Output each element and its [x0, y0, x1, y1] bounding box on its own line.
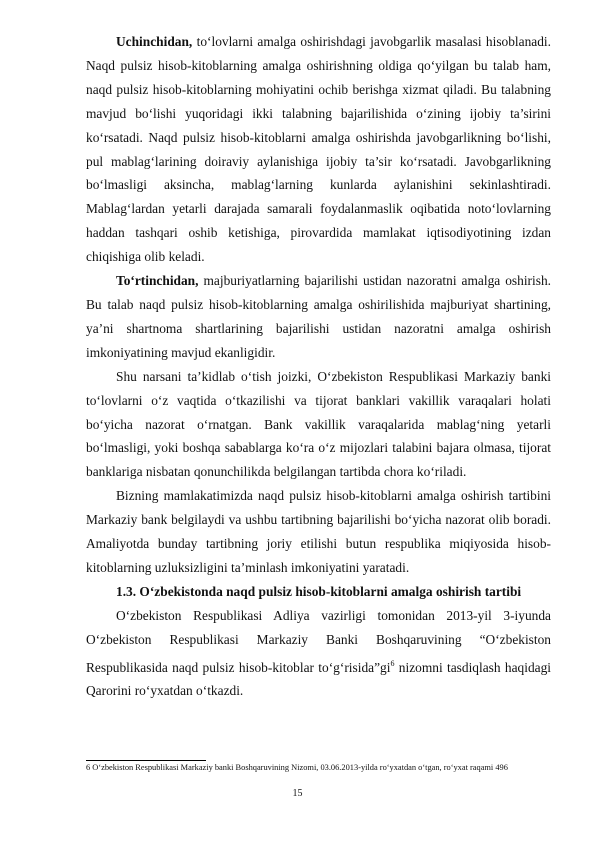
paragraph-tortinchidan — [86, 269, 551, 365]
paragraph-lead: To‘rtinchidan, — [116, 273, 199, 289]
paragraph-text: O‘zbekiston Respublikasi Adliya vazirligi tomonidan 2013-yil 3-iyunda O‘zbekiston Respublikasi Markaziy Banki Boshqaruvining “O‘zbekiston Respublikasida naqd pulsiz hisob-kitoblar to‘g‘risida”gi — [86, 607, 551, 675]
paragraph-tartib: Bizning mamlakatimizda naqd pulsiz hisob-kitoblarni amalga oshirish tartibini Markaziy bank belgilaydi va ushbu tartibning bajarilishi bo‘yicha nazorat olib boradi. Amaliyotda bunday tartibning joriy etilishi butun respublika miqiyosida hisob-kitoblarning uzluksizligini ta’minlash imkoniyatini yaratadi. — [86, 488, 551, 575]
paragraph-text: nizomni tasdiqlash haqidagi Qarorini ro‘yxatdan o‘tkazdi. — [86, 659, 552, 699]
footnote-marker[interactable]: 6 — [390, 658, 395, 668]
paragraph-lead: Uchinchidan, — [116, 34, 193, 49]
footnote: 6 O‘zbekiston Respublikasi Markaziy banki Boshqaruvining Nizomi, 03.06.2013-yilda ro‘yxatdan o‘tgan, ro‘yxat raqami 496 — [86, 763, 508, 772]
footnote-divider — [86, 760, 206, 761]
paragraph-markaziy-bank: Shu narsani ta’kidlab o‘tish joizki, O‘zbekiston Respublikasi Markaziy banki to‘lovlarni o‘z vaqtida o‘tkazilishi va tijorat banklari vakillik varaqalari holati bo‘yicha nazorat o‘rnatgan. Bank vakillik varaqalarida mablag‘ning yetarli bo‘lmasligi, yoki boshqa sabablarga ko‘ra o‘z mijozlari talabini bajara olmasa, tijorat banklariga nisbatan qonunchilikda belgilangan tartibda chora ko‘riladi. — [86, 368, 551, 480]
paragraph-uchinchidan — [86, 30, 551, 269]
paragraph-text: majburiyatlarning bajarilishi ustidan nazoratni amalga oshirish. Bu talab naqd pulsiz hisob-kitoblarning amalga oshirilishida majburiyat shartining, ya’ni shartnoma shartlarining bajarilishi ustidan nazoratni amalga oshirish imkoniyatining mavjud ekanligidir. — [86, 273, 551, 360]
section-heading: 1.3. O‘zbekistonda naqd pulsiz hisob-kitoblarni amalga oshirish tartibi — [116, 583, 522, 599]
paragraph-text: to‘lovlarni amalga oshirishdagi javobgarlik masalasi hisoblanadi. Naqd pulsiz hisob-kitoblarning amalga oshirishning oldiga qo‘yilgan bu talab ham, naqd pulsiz hisob-kitoblarning mohiyatini ochib berishga xizmat qiladi. Bu talabning mavjud bo‘lishi yuqoridagi ikki talabning bajarilishida o‘zining ijobiy ta’sirini ko‘rsatadi. Naqd pulsiz hisob-kitoblarni amalga oshirishda javobgarlikning bo‘lishi, pul mablag‘larining doiraviy aylanishiga ijobiy ta’sir ko‘rsatadi. Javobgarlikning bo‘lmasligi aksincha, mablag‘larning kunlarda aylanishini sekinlashtiradi. Mablag‘lardan yetarli darajada samarali foydalanmaslik oqibatida noto‘lovlarning haddan tashqari oshib ketishiga, pirovardida mamlakat iqtisodiyotining izdan chiqishiga olib keladi. — [86, 34, 551, 265]
page-number: 15 — [292, 788, 303, 799]
paragraph-adliya — [86, 604, 551, 704]
document-body — [86, 30, 551, 703]
